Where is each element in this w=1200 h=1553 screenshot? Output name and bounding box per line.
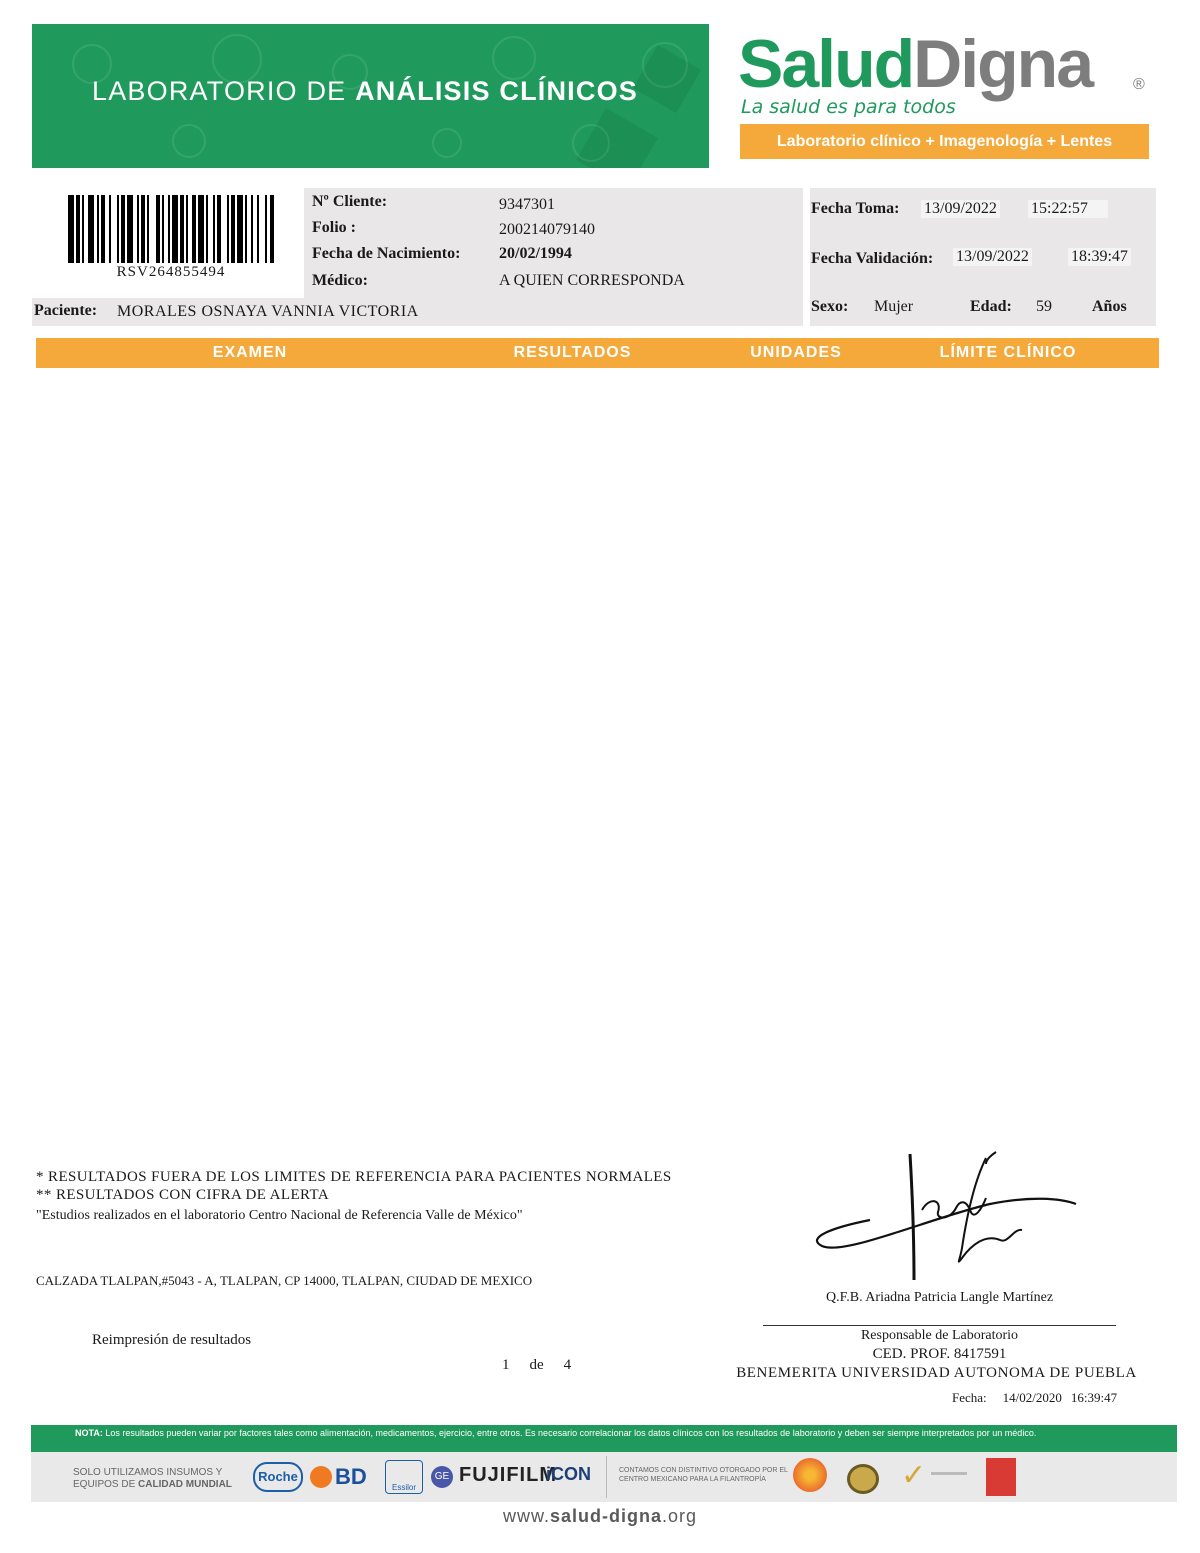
column-examen: EXAMEN <box>212 344 288 361</box>
cliente-label: Nº Cliente: <box>312 193 388 210</box>
roche-logo: Roche <box>253 1462 303 1492</box>
paciente-label: Paciente: <box>34 302 98 319</box>
distintivo-text: CONTAMOS CON DISTINTIVO OTORGADO POR EL CENTRO MEXICANO PARA LA FILANTROPÍA <box>619 1467 788 1483</box>
brand-tagline: La salud es para todos <box>741 96 956 118</box>
edad-value: 59 <box>1036 298 1052 315</box>
cliente-value: 9347301 <box>499 196 555 213</box>
bd-logo: BD <box>335 1464 367 1489</box>
results-table-header <box>36 338 1159 368</box>
medico-label: Médico: <box>312 272 368 289</box>
award-seal-icon <box>847 1464 879 1494</box>
lab-address: CALZADA TLALPAN,#5043 - A, TLALPAN, CP 14000, TLALPAN, CIUDAD DE MEXICO <box>36 1273 533 1288</box>
edad-label: Edad: <box>970 298 1012 315</box>
decorative-circle <box>172 124 206 158</box>
barcode-number: RSV264855494 <box>116 264 226 280</box>
note-out-of-range: * RESULTADOS FUERA DE LOS LIMITES DE REFERENCIA PARA PACIENTES NORMALES <box>36 1169 672 1185</box>
bd-logo-icon <box>310 1466 332 1488</box>
signer-role: Responsable de Laboratorio <box>860 1328 1019 1343</box>
fecha-toma-label: Fecha Toma: <box>811 200 900 217</box>
anios-label: Años <box>1092 298 1127 315</box>
decorative-line <box>931 1472 967 1475</box>
barcode-icon <box>68 195 274 263</box>
logos-divider <box>606 1456 607 1498</box>
folio-value: 200214079140 <box>499 221 595 238</box>
icon-logo: iCON <box>546 1464 591 1484</box>
insumos-line1: SOLO UTILIZAMOS INSUMOS Y <box>73 1467 223 1478</box>
fecha-toma-date: 13/09/2022 <box>921 200 1000 218</box>
ge-logo: GE <box>431 1466 453 1488</box>
fujifilm-logo: FUJIFILM <box>459 1464 557 1486</box>
nota-text: Los resultados pueden variar por factores tales como alimentación, medicamentos, ejercicio, entre otros. Es necesario correlacionar los datos clínicos con los resultados de laboratorio y deben ser siempre interpretados por un médico. <box>105 1428 1037 1438</box>
page-total: 4 <box>563 1357 572 1373</box>
nacimiento-label: Fecha de Nacimiento: <box>312 245 461 262</box>
fecha-validacion-time: 18:39:47 <box>1068 248 1131 266</box>
cemefi-seal-icon <box>793 1458 827 1492</box>
signer-cedula: CED. PROF. 8417591 <box>872 1346 1007 1362</box>
note-laboratory: "Estudios realizados en el laboratorio Centro Nacional de Referencia Valle de México" <box>36 1208 523 1223</box>
signature-divider <box>763 1325 1116 1326</box>
nacimiento-value: 20/02/1994 <box>499 245 572 262</box>
signer-university: BENEMERITA UNIVERSIDAD AUTONOMA DE PUEBLA <box>736 1365 1137 1381</box>
services-strip: Laboratorio clínico + Imagenología + Lentes <box>740 124 1149 159</box>
certification-badge-icon <box>986 1458 1016 1496</box>
decorative-circle <box>432 128 462 158</box>
column-limite-clinico: LÍMITE CLÍNICO <box>939 344 1077 361</box>
fecha-validacion-label: Fecha Validación: <box>811 250 934 267</box>
insumos-line2: EQUIPOS DE CALIDAD MUNDIAL <box>73 1479 232 1490</box>
logo-digna: Digna <box>913 26 1093 102</box>
header-banner <box>32 24 709 168</box>
folio-label: Folio : <box>312 219 356 236</box>
decorative-hexagon <box>576 108 658 168</box>
fecha-label: Fecha: <box>952 1390 987 1405</box>
nota-label: NOTA: <box>75 1428 103 1438</box>
paciente-value: MORALES OSNAYA VANNIA VICTORIA <box>117 303 419 320</box>
insumos-text <box>73 1467 232 1491</box>
sexo-label: Sexo: <box>811 298 849 315</box>
quality-check-icon: ✓ <box>901 1459 927 1492</box>
page-de: de <box>529 1357 544 1373</box>
signature-date-row <box>952 1390 1117 1406</box>
partner-logos-bar <box>31 1452 1177 1502</box>
page-indicator <box>502 1357 571 1374</box>
brand-logo <box>738 24 1092 104</box>
fecha-toma-time: 15:22:57 <box>1028 200 1108 218</box>
barcode-bar <box>270 195 274 263</box>
reprint-notice: Reimpresión de resultados <box>92 1332 252 1348</box>
note-alert: ** RESULTADOS CON CIFRA DE ALERTA <box>36 1187 330 1203</box>
signature-icon <box>810 1148 1090 1288</box>
fecha-validacion-date: 13/09/2022 <box>953 248 1032 266</box>
registered-mark: ® <box>1133 76 1145 93</box>
essilor-logo: Essilor <box>385 1460 423 1494</box>
column-unidades: UNIDADES <box>750 344 842 361</box>
page-current: 1 <box>502 1357 510 1373</box>
fecha-date: 14/02/2020 <box>1002 1390 1062 1405</box>
banner-title: LABORATORIO DE ANÁLISIS CLÍNICOS <box>92 76 638 106</box>
medico-value: A QUIEN CORRESPONDA <box>499 272 685 289</box>
sexo-value: Mujer <box>874 298 914 315</box>
logo-salud: Salud <box>738 26 914 102</box>
decorative-circle <box>492 36 536 80</box>
column-resultados: RESULTADOS <box>513 344 632 361</box>
website-url[interactable]: www.salud-digna.org <box>502 1506 698 1526</box>
signer-name: Q.F.B. Ariadna Patricia Langle Martínez <box>825 1290 1054 1305</box>
fecha-time: 16:39:47 <box>1070 1390 1118 1405</box>
disclaimer-bar <box>31 1425 1177 1452</box>
